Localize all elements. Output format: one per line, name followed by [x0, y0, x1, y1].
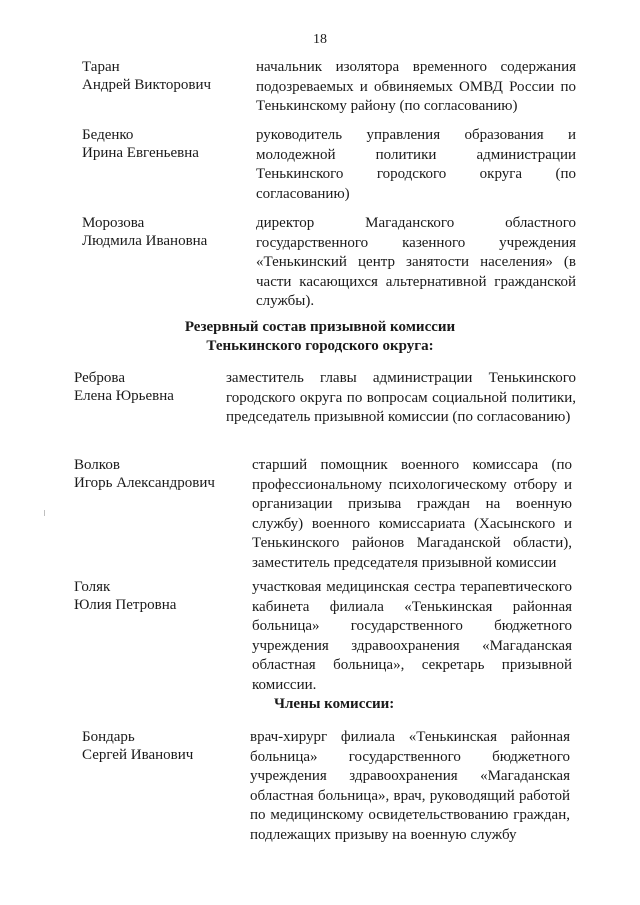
- reserve-heading: [0, 318, 640, 356]
- page-number: 18: [313, 32, 327, 47]
- member-name: [74, 369, 174, 405]
- member-surname: Голяк: [74, 579, 111, 595]
- member-role: врач-хирург филиала «Тенькинская районная больница» государственного бюджетного учреждения здравоохранения «Магаданская областная больница», врач, руководящий работой по медицинскому освидетельствованию граждан, подлежащих призыву на военную службу: [250, 729, 570, 843]
- member-surname: Таран: [82, 59, 120, 75]
- member-name: [74, 456, 215, 492]
- reserve-heading-line1: Резервный состав призывной комиссии: [184, 319, 456, 335]
- member-surname: Реброва: [74, 370, 125, 386]
- member-role: руководитель управления образования и молодежной политики администрации Тенькинского городского округа (по согласованию): [256, 127, 576, 202]
- member-role: старший помощник военного комиссара (по профессиональному психологическому отбору и организации призыва граждан на военную службу) военного комиссариата (Хасынского и Тенькинского районов Магаданской области), заместитель председателя призывной комиссии: [252, 457, 572, 571]
- member-surname: Волков: [74, 457, 120, 473]
- member-name: [82, 214, 207, 250]
- member-name: [82, 126, 199, 162]
- member-role: участковая медицинская сестра терапевтического кабинета филиала «Тенькинская районная больница» государственного бюджетного учреждения здравоохранения «Магаданская областная больница», секретарь призывной комиссии.: [252, 579, 572, 693]
- member-role: директор Магаданского областного государственного казенного учреждения «Тенькинский центр занятости населения» (в части касающихся альтернативной гражданской службы).: [256, 215, 576, 309]
- member-name: [82, 728, 193, 764]
- member-given-names: Елена Юрьевна: [74, 388, 174, 404]
- member-name: [74, 578, 176, 614]
- member-role: заместитель главы администрации Тенькинского городского округа по вопросам социальной политики, председатель призывной комиссии (по согласованию): [226, 370, 576, 425]
- member-given-names: Людмила Ивановна: [82, 233, 208, 249]
- reserve-heading-line2: Тенькинского городского округа:: [206, 338, 434, 354]
- member-given-names: Юлия Петровна: [74, 597, 177, 613]
- member-given-names: Андрей Викторович: [82, 77, 212, 93]
- member-role: начальник изолятора временного содержания подозреваемых и обвиняемых ОМВД России по Тенькинскому району (по согласованию): [256, 59, 576, 114]
- member-given-names: Ирина Евгеньевна: [82, 145, 199, 161]
- member-surname: Морозова: [82, 215, 145, 231]
- member-given-names: Сергей Иванович: [82, 747, 194, 763]
- member-surname: Беденко: [82, 127, 134, 143]
- member-surname: Бондарь: [82, 729, 135, 745]
- scan-mark: [44, 510, 45, 516]
- members-heading: Члены комиссии:: [274, 696, 395, 712]
- member-given-names: Игорь Александрович: [74, 475, 215, 491]
- member-name: [82, 58, 211, 94]
